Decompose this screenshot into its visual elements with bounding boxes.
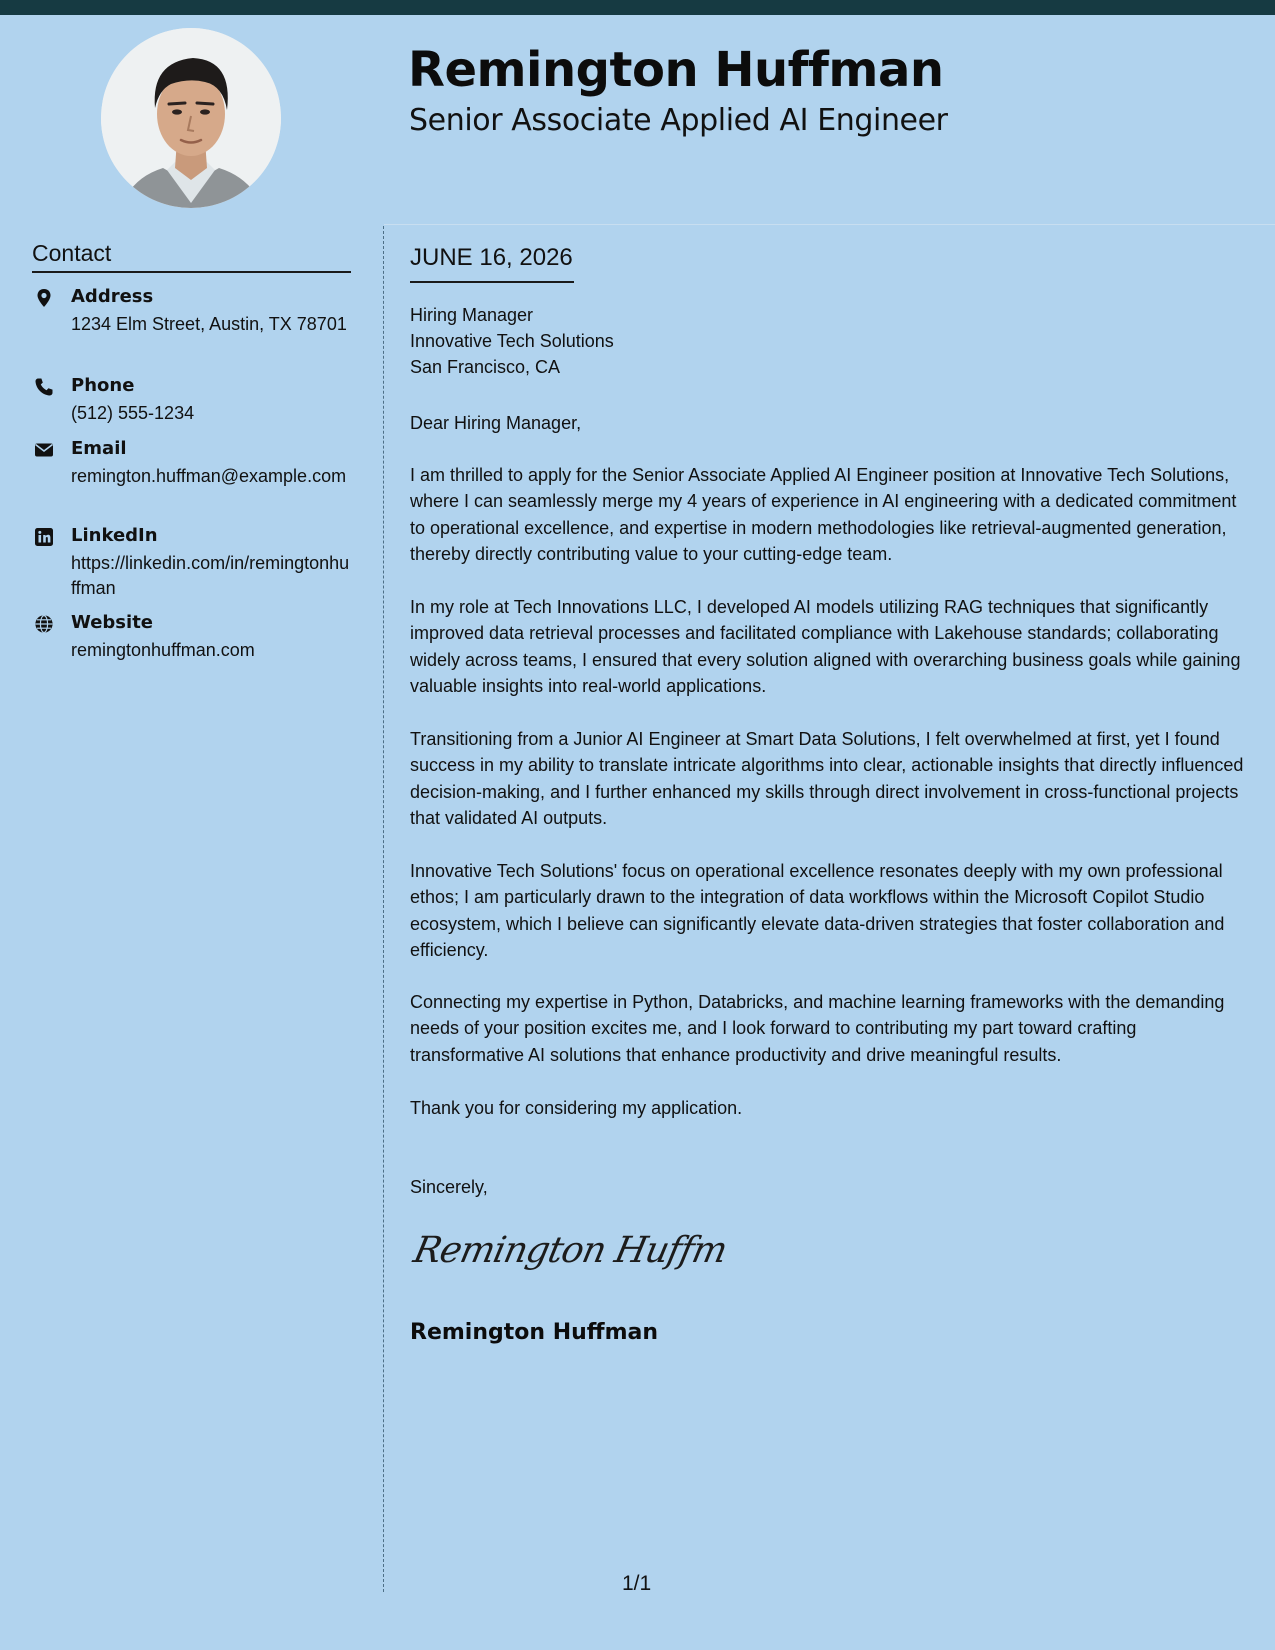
letter-paragraph: Transitioning from a Junior AI Engineer at Smart Data Solutions, I felt overwhelmed at first, yet I found success in my ability to translate intricate algorithms into clear, actionable insights that directly influenced decision-making, and I further enhanced my skills through direct involvement in cross-functional projects that validated AI outputs. <box>410 729 1244 828</box>
contact-value: https://linkedin.com/in/remingtonhuffman <box>71 553 350 598</box>
column-divider <box>383 226 384 1592</box>
letter-paragraph: Thank you for considering my application. <box>410 1098 743 1118</box>
letter-paragraph: Innovative Tech Solutions' focus on operational excellence resonates deeply with my own professional ethos; I am particularly drawn to the integration of data workflows within the Microsoft Copilot Studio ecosystem, which I believe can significantly elevate data-driven strategies that foster collaboration and efficiency. <box>410 861 1225 960</box>
linkedin-icon <box>34 527 54 547</box>
envelope-icon <box>34 440 54 460</box>
header-divider <box>384 224 1275 225</box>
header-name: Remington Huffman <box>408 42 944 98</box>
globe-icon <box>34 614 54 634</box>
signer-name: Remington Huffman <box>410 1320 659 1345</box>
recipient-line: San Francisco, CA <box>410 357 561 377</box>
contact-label: Address <box>71 286 154 307</box>
map-pin-icon <box>34 288 54 308</box>
contact-label: Email <box>71 438 127 459</box>
letter-paragraph: Connecting my expertise in Python, Databricks, and machine learning frameworks with the demanding needs of your position excites me, and I look forward to contributing my part toward crafting transformative AI solutions that enhance productivity and drive meaningful results. <box>410 992 1225 1065</box>
recipient-line: Hiring Manager <box>410 305 534 325</box>
recipient-block <box>410 302 614 380</box>
letter-paragraph: In my role at Tech Innovations LLC, I developed AI models utilizing RAG techniques that significantly improved data retrieval processes and facilitated compliance with Lakehouse standards; collaborating widely across teams, I ensured that every solution aligned with overarching business goals while gaining valuable insights into real-world applications. <box>410 597 1241 696</box>
letter-paragraph: I am thrilled to apply for the Senior Associate Applied AI Engineer position at Innovative Tech Solutions, where I can seamlessly merge my 4 years of experience in AI engineering with a dedicated commitment to operational excellence, and expertise in modern methodologies like retrieval-augmented generation, thereby directly contributing value to your cutting-edge team. <box>410 465 1237 564</box>
letter-date: JUNE 16, 2026 <box>410 244 573 271</box>
date-underline <box>410 281 574 283</box>
letter-closing: Sincerely, <box>410 1177 488 1197</box>
top-accent-bar <box>0 0 1275 15</box>
handwritten-signature: Remington Huffm <box>410 1230 731 1271</box>
profile-photo <box>101 28 281 208</box>
contact-label: LinkedIn <box>71 525 158 546</box>
contact-value: (512) 555-1234 <box>71 403 195 423</box>
recipient-line: Innovative Tech Solutions <box>410 331 614 351</box>
contact-heading-rule <box>32 271 351 273</box>
contact-heading: Contact <box>32 240 112 266</box>
header-job-title: Senior Associate Applied AI Engineer <box>409 103 948 138</box>
contact-label: Phone <box>71 375 135 396</box>
contact-value: 1234 Elm Street, Austin, TX 78701 <box>71 314 347 334</box>
contact-value: remington.huffman@example.com <box>71 466 347 486</box>
contact-value: remingtonhuffman.com <box>71 640 255 660</box>
phone-icon <box>34 377 54 397</box>
contact-label: Website <box>71 612 154 633</box>
letter-greeting: Dear Hiring Manager, <box>410 413 582 433</box>
page-number: 1/1 <box>622 1572 652 1595</box>
